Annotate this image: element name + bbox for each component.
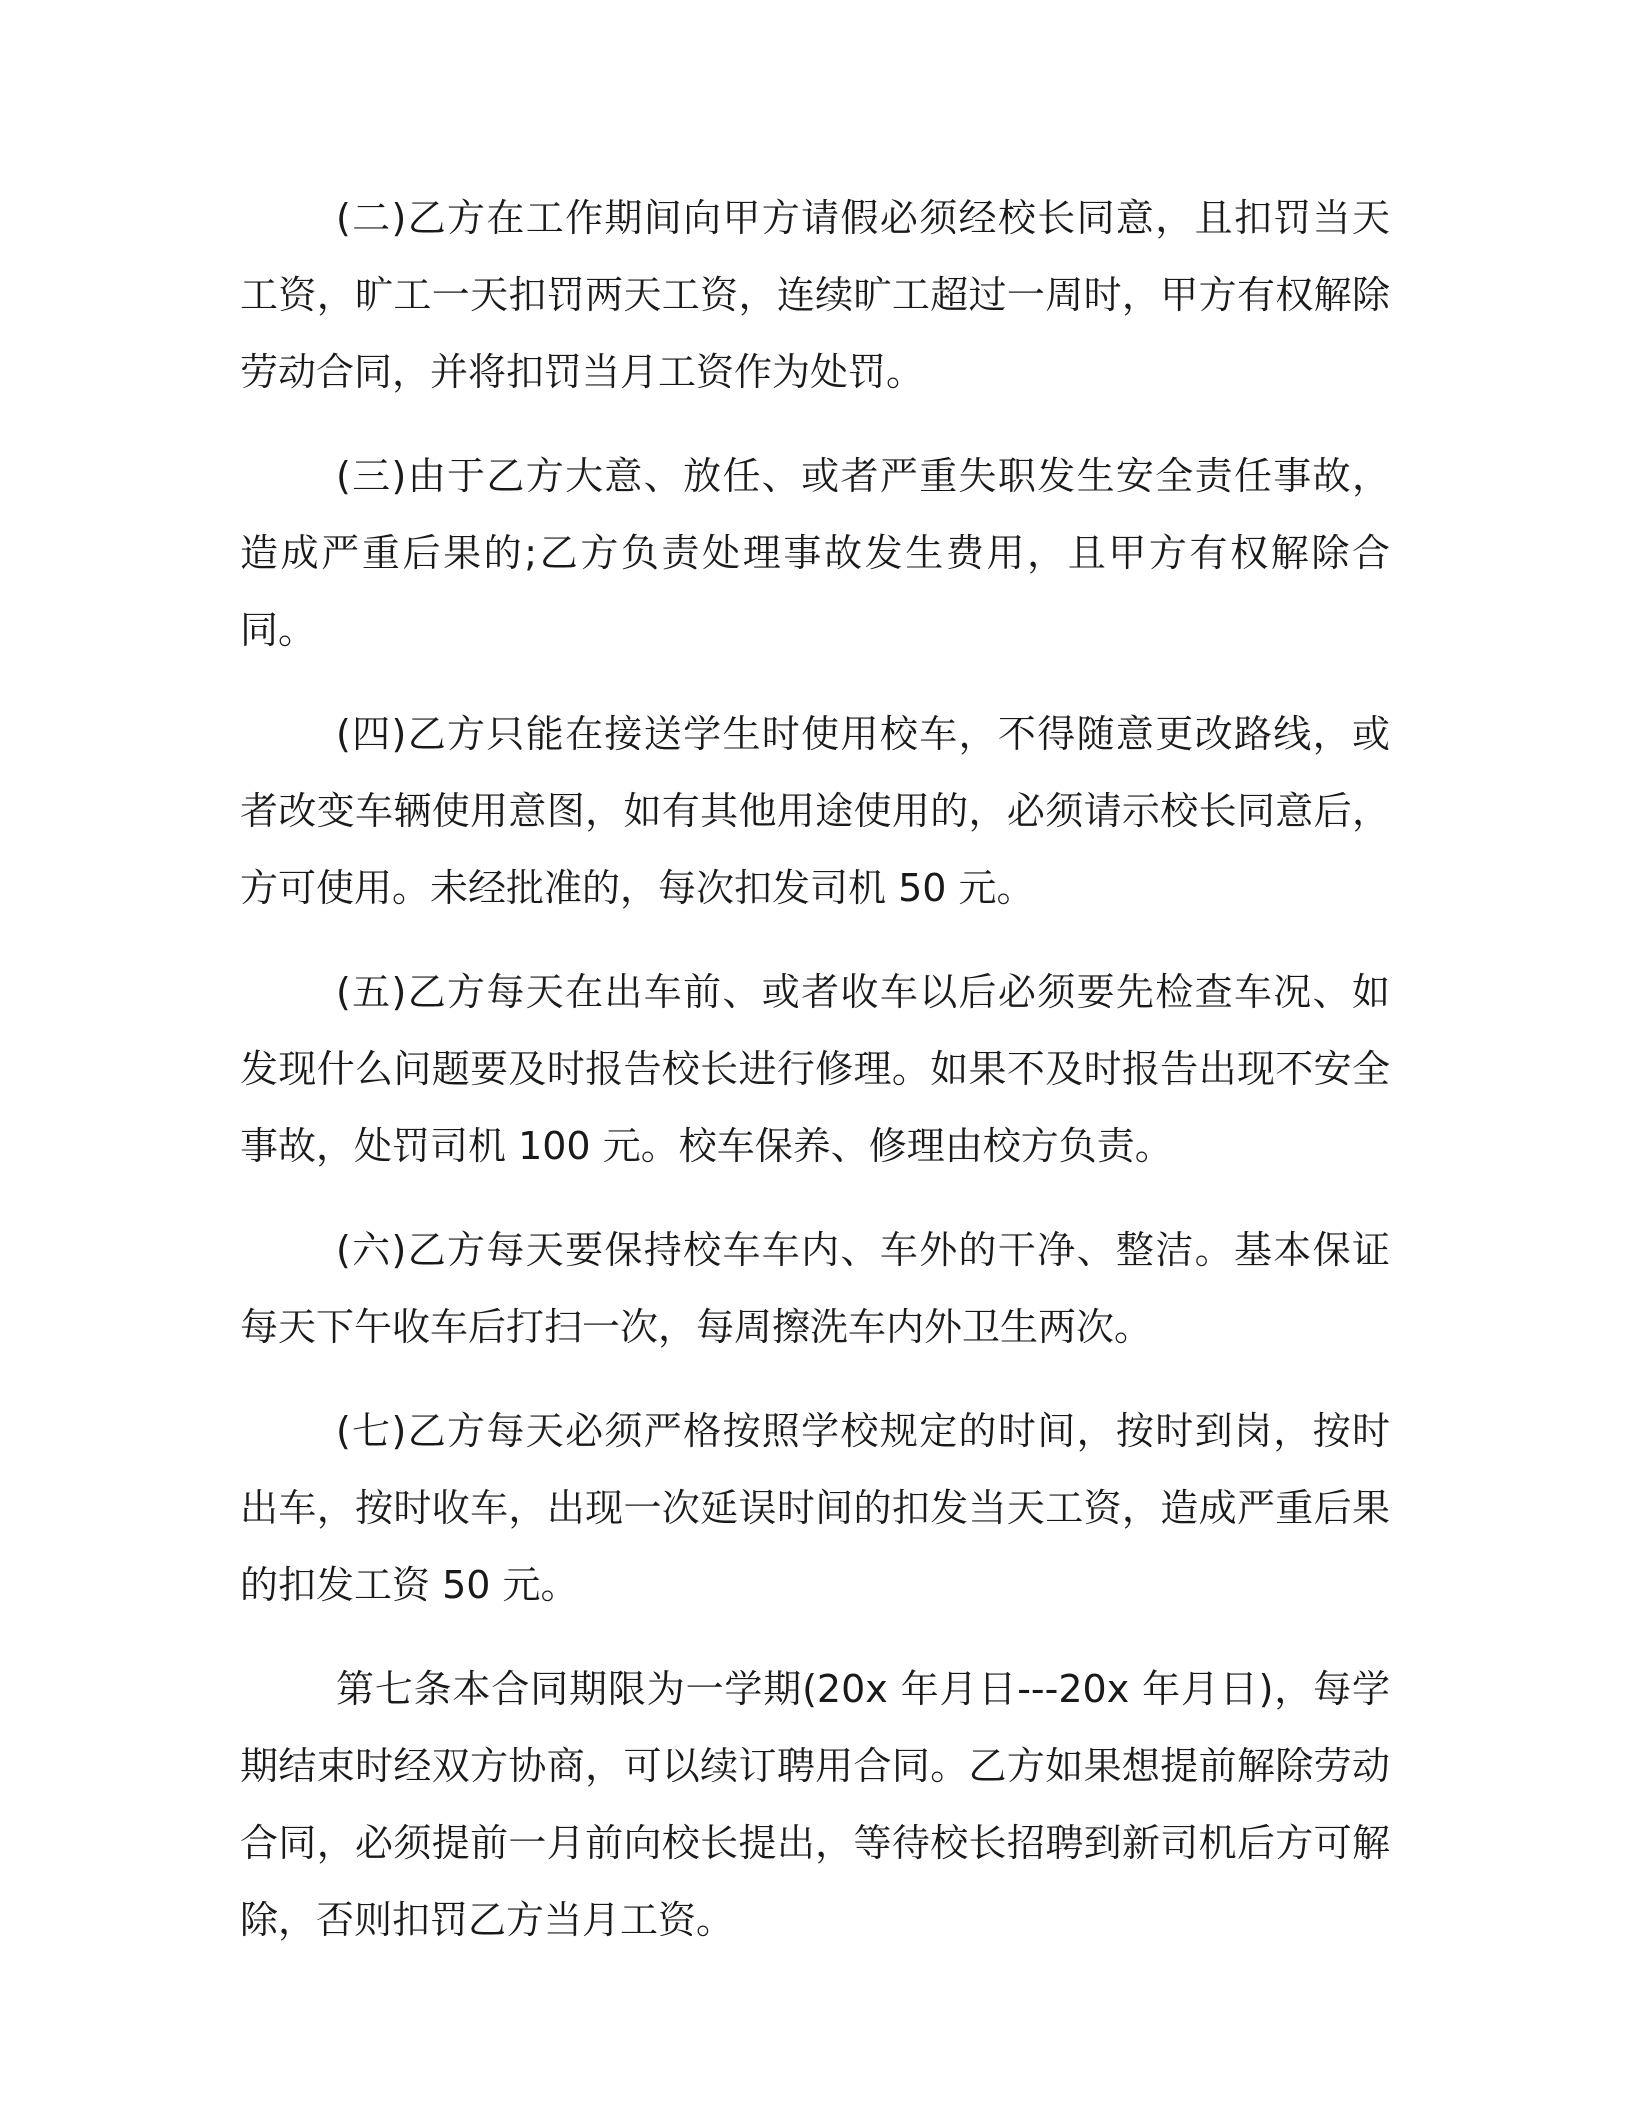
clause-3-paragraph: (三)由于乙方大意、放任、或者严重失职发生安全责任事故，造成严重后果的;乙方负责处理事故发生费用，且甲方有权解除合同。	[240, 454, 1390, 652]
document-body	[240, 180, 1390, 1959]
clause-4-paragraph: (四)乙方只能在接送学生时使用校车，不得随意更改路线，或者改变车辆使用意图，如有其他用途使用的，必须请示校长同意后，方可使用。未经批准的，每次扣发司机 50 元。	[240, 712, 1390, 910]
clause-5-paragraph: (五)乙方每天在出车前、或者收车以后必须要先检查车况、如发现什么问题要及时报告校长进行修理。如果不及时报告出现不安全事故，处罚司机 100 元。校车保养、修理由校方负责。	[240, 970, 1390, 1168]
clause-2-paragraph: (二)乙方在工作期间向甲方请假必须经校长同意，且扣罚当天工资，旷工一天扣罚两天工资，连续旷工超过一周时，甲方有权解除劳动合同，并将扣罚当月工资作为处罚。	[240, 196, 1390, 394]
article-7-paragraph: 第七条本合同期限为一学期(20x 年月日---20x 年月日)，每学期结束时经双方协商，可以续订聘用合同。乙方如果想提前解除劳动合同，必须提前一月前向校长提出，等待校长招聘到新司机后方可解除，否则扣罚乙方当月工资。	[240, 1667, 1390, 1942]
clause-7-paragraph: (七)乙方每天必须严格按照学校规定的时间，按时到岗，按时出车，按时收车，出现一次延误时间的扣发当天工资，造成严重后果的扣发工资 50 元。	[240, 1409, 1390, 1607]
clause-6-paragraph: (六)乙方每天要保持校车车内、车外的干净、整洁。基本保证每天下午收车后打扫一次，每周擦洗车内外卫生两次。	[240, 1228, 1390, 1349]
